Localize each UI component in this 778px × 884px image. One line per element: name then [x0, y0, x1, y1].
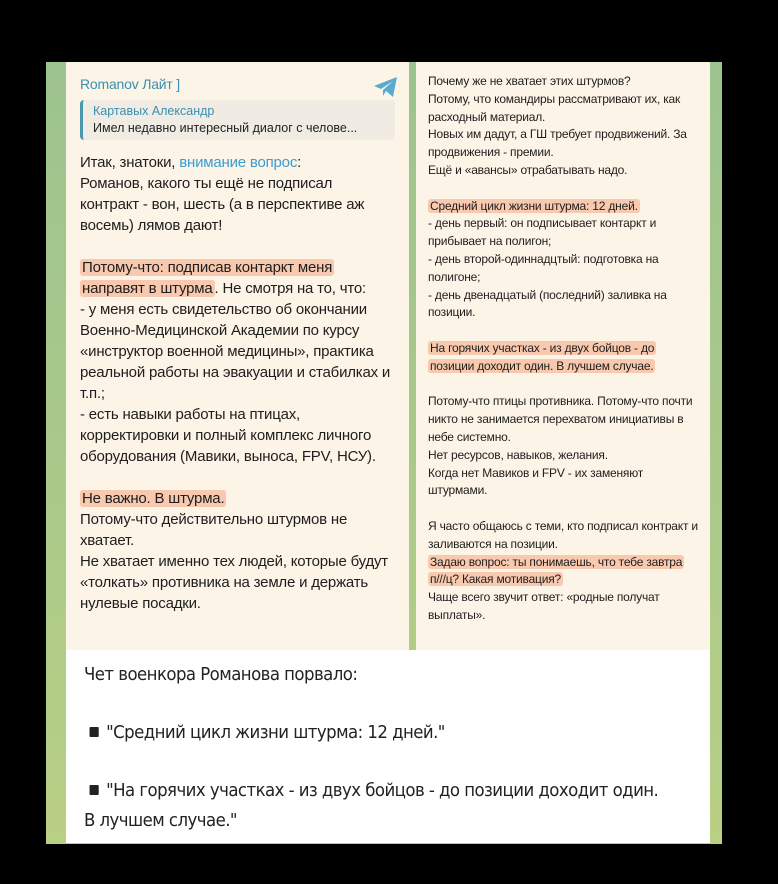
reply-preview: Имел недавно интересный диалог с челове... [93, 121, 358, 135]
caption-quote-2 [84, 776, 673, 836]
reply-quote[interactable] [80, 100, 395, 140]
attention-link[interactable]: внимание вопрос [179, 154, 298, 171]
paragraph: Чаще всего звучит ответ: «родные получат выплаты». [428, 590, 660, 622]
intro-text: Итак, знатоки, [80, 154, 180, 171]
list-item: - у меня есть свидетельство об окончании Военно-Медицинской Академии по курсу «инструктор военной медицины», практика реальной работы на эвакуации и стабилках и т.п.; [80, 301, 391, 402]
reason-continuation: . Не смотря на то, что: [214, 280, 366, 297]
post-left-column [66, 62, 409, 650]
caption-title: Чет военкора Романова порвало: [84, 664, 358, 685]
intro-paragraph [80, 152, 395, 236]
telegram-icon [373, 76, 399, 98]
square-bullet-icon [90, 785, 99, 795]
highlight-question: Задаю вопрос: ты понимаешь, что тебе завтра п///ц? Какая мотивация? [430, 554, 683, 587]
list-item: - есть навыки работы на птицах, корректировки и полный комплекс личного оборудования (Мавики, выноса, FPV, НСУ). [80, 406, 376, 465]
square-bullet-icon [90, 727, 99, 737]
quote-text: "На горячих участках - из двух бойцов - до позиции доходит один. В лучшем случае." [84, 780, 659, 831]
highlight-reason: Потому-что: подписав контаркт меня направят в штурма [82, 259, 333, 297]
paragraph: Нет ресурсов, навыков, желания. [428, 447, 608, 462]
caption [66, 650, 710, 843]
paragraph: Почему же не хватает этих штурмов? [428, 74, 631, 88]
highlight-hot-sectors: На горячих участках - из двух бойцов - до позиции доходит один. В лучшем случае. [430, 340, 655, 373]
list-item: - день второй-одиннадцтый: подготовка на полигоне; [428, 251, 659, 284]
quote-text: "Средний цикл жизни штурма: 12 дней." [106, 722, 445, 743]
intro-colon: : [297, 154, 302, 171]
paragraph: Я часто общаюсь с теми, кто подписал контракт и заливаются на позиции. [428, 518, 698, 551]
reason-paragraph [80, 257, 395, 299]
paragraph: Потому-что действительно штурмов не хватает. [80, 511, 348, 549]
paragraph: Когда нет Мавиков и FPV - их заменяют штурмами. [428, 465, 644, 498]
paragraph: Потому, что командиры рассматривают их, как расходный материал. [428, 91, 681, 124]
intro-question: Романов, какого ты ещё не подписал контракт - вон, шесть (а в перспективе аж восемь) лямов дают! [80, 175, 365, 234]
post-body-right [428, 73, 700, 625]
paragraph: Ещё и «авансы» отрабатывать надо. [428, 162, 628, 177]
paragraph: Не хватает именно тех людей, которые будут «толкать» противника на земле и держать нулевые посадки. [80, 553, 388, 612]
highlight-life-cycle: Средний цикл жизни штурма: 12 дней. [430, 198, 638, 213]
paragraph: Потому-что птицы противника. Потому-что почти никто не занимается перехватом инициативы в небе системно. [428, 394, 693, 444]
post-right-column [416, 62, 710, 650]
list-item: - день первый: он подписывает контаркт и прибывает на полигон; [428, 216, 657, 249]
channel-name[interactable]: Romanov Лайт ] [80, 76, 180, 92]
highlight-verdict: Не важно. В штурма. [82, 490, 225, 507]
paragraph: Новых им дадут, а ГШ требует продвижений. За продвижения - премии. [428, 127, 687, 160]
reply-author: Картавых Александр [93, 104, 215, 118]
list-item: - день двенадцатый (последний) заливка на позиции. [428, 287, 667, 320]
caption-quote-1 [84, 718, 643, 748]
post-body-left [80, 152, 395, 614]
